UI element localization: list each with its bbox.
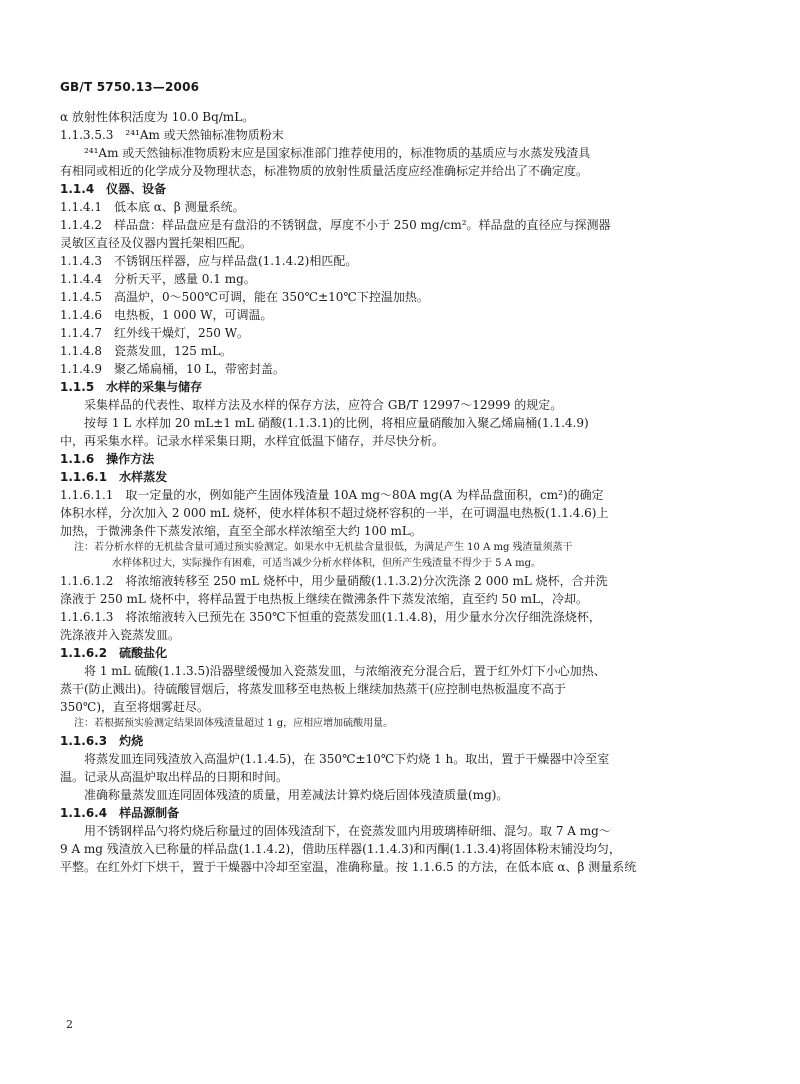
- paragraph-line: ²⁴¹Am 或天然铀标准物质粉末应是国家标准部门推荐使用的，标准物质的基质应与水蒸发残渣具: [84, 146, 591, 160]
- section-heading: [60, 644, 760, 662]
- heading-text: 1.1.6.1 水样蒸发: [60, 470, 168, 484]
- paragraph-line: 准确称量蒸发皿连同固体残渣的质量，用差减法计算灼烧后固体残渣质量(mg)。: [84, 788, 509, 802]
- standard-code: GB/T 5750.13—2006: [60, 80, 200, 94]
- paragraph-line: 体积水样，分次加入 2 000 mL 烧杯，使水样体积不超过烧杯容积的一半，在可调温电热板(1.1.4.6)上: [60, 506, 609, 520]
- paragraph-line: 中，再采集水样。记录水样采集日期，水样宜低温下储存，并尽快分析。: [60, 434, 445, 448]
- section-heading: 1.1.3.5.3 ²⁴¹Am 或天然铀标准物质粉末: [60, 128, 284, 142]
- paragraph-line: 灵敏区直径及仪器内置托架相匹配。: [60, 236, 253, 250]
- paragraph-line: 温。记录从高温炉取出样品的日期和时间。: [60, 770, 289, 784]
- paragraph-line: 蒸干(防止溅出)。待硫酸冒烟后，将蒸发皿移至电热板上继续加热蒸干(应控制电热板温度不高于: [60, 682, 567, 696]
- list-item: 1.1.4.2 样品盘：样品盘应是有盘沿的不锈钢盘，厚度不小于 250 mg/cm²。样品盘的直径应与探测器: [60, 218, 611, 232]
- list-item: 1.1.4.4 分析天平，感量 0.1 mg。: [60, 272, 256, 286]
- paragraph-line: 1.1.6.1.2 将浓缩液转移至 250 mL 烧杯中，用少量硝酸(1.1.3.2)分次洗涤 2 000 mL 烧杯，合并洗: [60, 574, 608, 588]
- section-heading: [60, 732, 760, 750]
- paragraph-line: 采集样品的代表性、取样方法及水样的保存方法，应符合 GB/T 12997～12999 的规定。: [84, 398, 563, 412]
- paragraph-line: 按每 1 L 水样加 20 mL±1 mL 硝酸(1.1.3.1)的比例，将相应量硝酸加入聚乙烯扁桶(1.1.4.9): [84, 416, 589, 430]
- text-line: α 放射性体积活度为 10.0 Bq/mL。: [60, 110, 255, 124]
- heading-text: 1.1.5 水样的采集与储存: [60, 380, 203, 394]
- paragraph-line: 1.1.6.1.1 取一定量的水，例如能产生固体残渣量 10A mg～80A mg(A 为样品盘面积，cm²)的确定: [60, 488, 604, 502]
- note-line: 注：若根据预实验测定结果固体残渣量超过 1 g，应相应增加硫酸用量。: [74, 718, 394, 729]
- paragraph-line: 用不锈钢样品勺将灼烧后称量过的固体残渣刮下，在瓷蒸发皿内用玻璃棒研细、混匀。取 7 A mg～: [84, 824, 611, 838]
- paragraph-line: 9 A mg 残渣放入已称量的样品盘(1.1.4.2)，借助压样器(1.1.4.3)和丙酮(1.1.3.4)将固体粉末铺没均匀，: [60, 842, 621, 856]
- paragraph-line: 将 1 mL 硫酸(1.1.3.5)沿器壁缓慢加入瓷蒸发皿，与浓缩液充分混合后，置于红外灯下小心加热、: [84, 664, 606, 678]
- section-heading: [60, 450, 760, 468]
- paragraph-line: 洗涤液并入瓷蒸发皿。: [60, 628, 181, 642]
- list-item: 1.1.4.9 聚乙烯扁桶，10 L，带密封盖。: [60, 362, 286, 376]
- paragraph-line: 平整。在红外灯下烘干，置于干燥器中冷却至室温，准确称量。按 1.1.6.5 的方法，在低本底 α、β 测量系统: [60, 860, 637, 874]
- heading-text: 1.1.6.3 灼烧: [60, 734, 144, 748]
- heading-text: 1.1.6 操作方法: [60, 452, 155, 466]
- paragraph-line: 350℃)，直至将烟雾赶尽。: [60, 700, 210, 714]
- paragraph-line: 1.1.6.1.3 将浓缩液转入已预先在 350℃下恒重的瓷蒸发皿(1.1.4.8)，用少量水分次仔细洗涤烧杯，: [60, 610, 601, 624]
- list-item: 1.1.4.1 低本底 α、β 测量系统。: [60, 200, 245, 214]
- paragraph-line: 涤液于 250 mL 烧杯中，将样品置于电热板上继续在微沸条件下蒸发浓缩，直至约 50 mL，冷却。: [60, 592, 588, 606]
- document-body: [60, 108, 760, 876]
- list-item: 1.1.4.8 瓷蒸发皿，125 mL。: [60, 344, 233, 358]
- page-number: 2: [66, 1018, 73, 1031]
- section-heading: [60, 804, 760, 822]
- list-item: 1.1.4.6 电热板，1 000 W，可调温。: [60, 308, 273, 322]
- note-line: 水样体积过大，实际操作有困难，可适当减少分析水样体积，但所产生残渣量不得少于 5 A mg。: [112, 558, 542, 569]
- heading-text: 1.1.6.2 硫酸盐化: [60, 646, 168, 660]
- heading-text: 1.1.6.4 样品源制备: [60, 806, 180, 820]
- section-heading: [60, 378, 760, 396]
- note-line: 注：若分析水样的无机盐含量可通过预实验测定。如果水中无机盐含量很低，为满足产生 10 A mg 残渣量须蒸干: [74, 542, 573, 553]
- list-item: 1.1.4.3 不锈钢压样器，应与样品盘(1.1.4.2)相匹配。: [60, 254, 358, 268]
- list-item: 1.1.4.7 红外线干燥灯，250 W。: [60, 326, 250, 340]
- section-heading: [60, 180, 760, 198]
- list-item: 1.1.4.5 高温炉，0～500℃可调，能在 350℃±10℃下控温加热。: [60, 290, 429, 304]
- paragraph-line: 将蒸发皿连同残渣放入高温炉(1.1.4.5)，在 350℃±10℃下灼烧 1 h。取出，置于干燥器中冷至室: [84, 752, 610, 766]
- paragraph-line: 有相同或相近的化学成分及物理状态，标准物质的放射性质量活度应经准确标定并给出了不确定度。: [60, 164, 589, 178]
- heading-text: 1.1.4 仪器、设备: [60, 182, 167, 196]
- section-heading: [60, 468, 760, 486]
- paragraph-line: 加热，于微沸条件下蒸发浓缩，直至全部水样浓缩至大约 100 mL。: [60, 524, 422, 538]
